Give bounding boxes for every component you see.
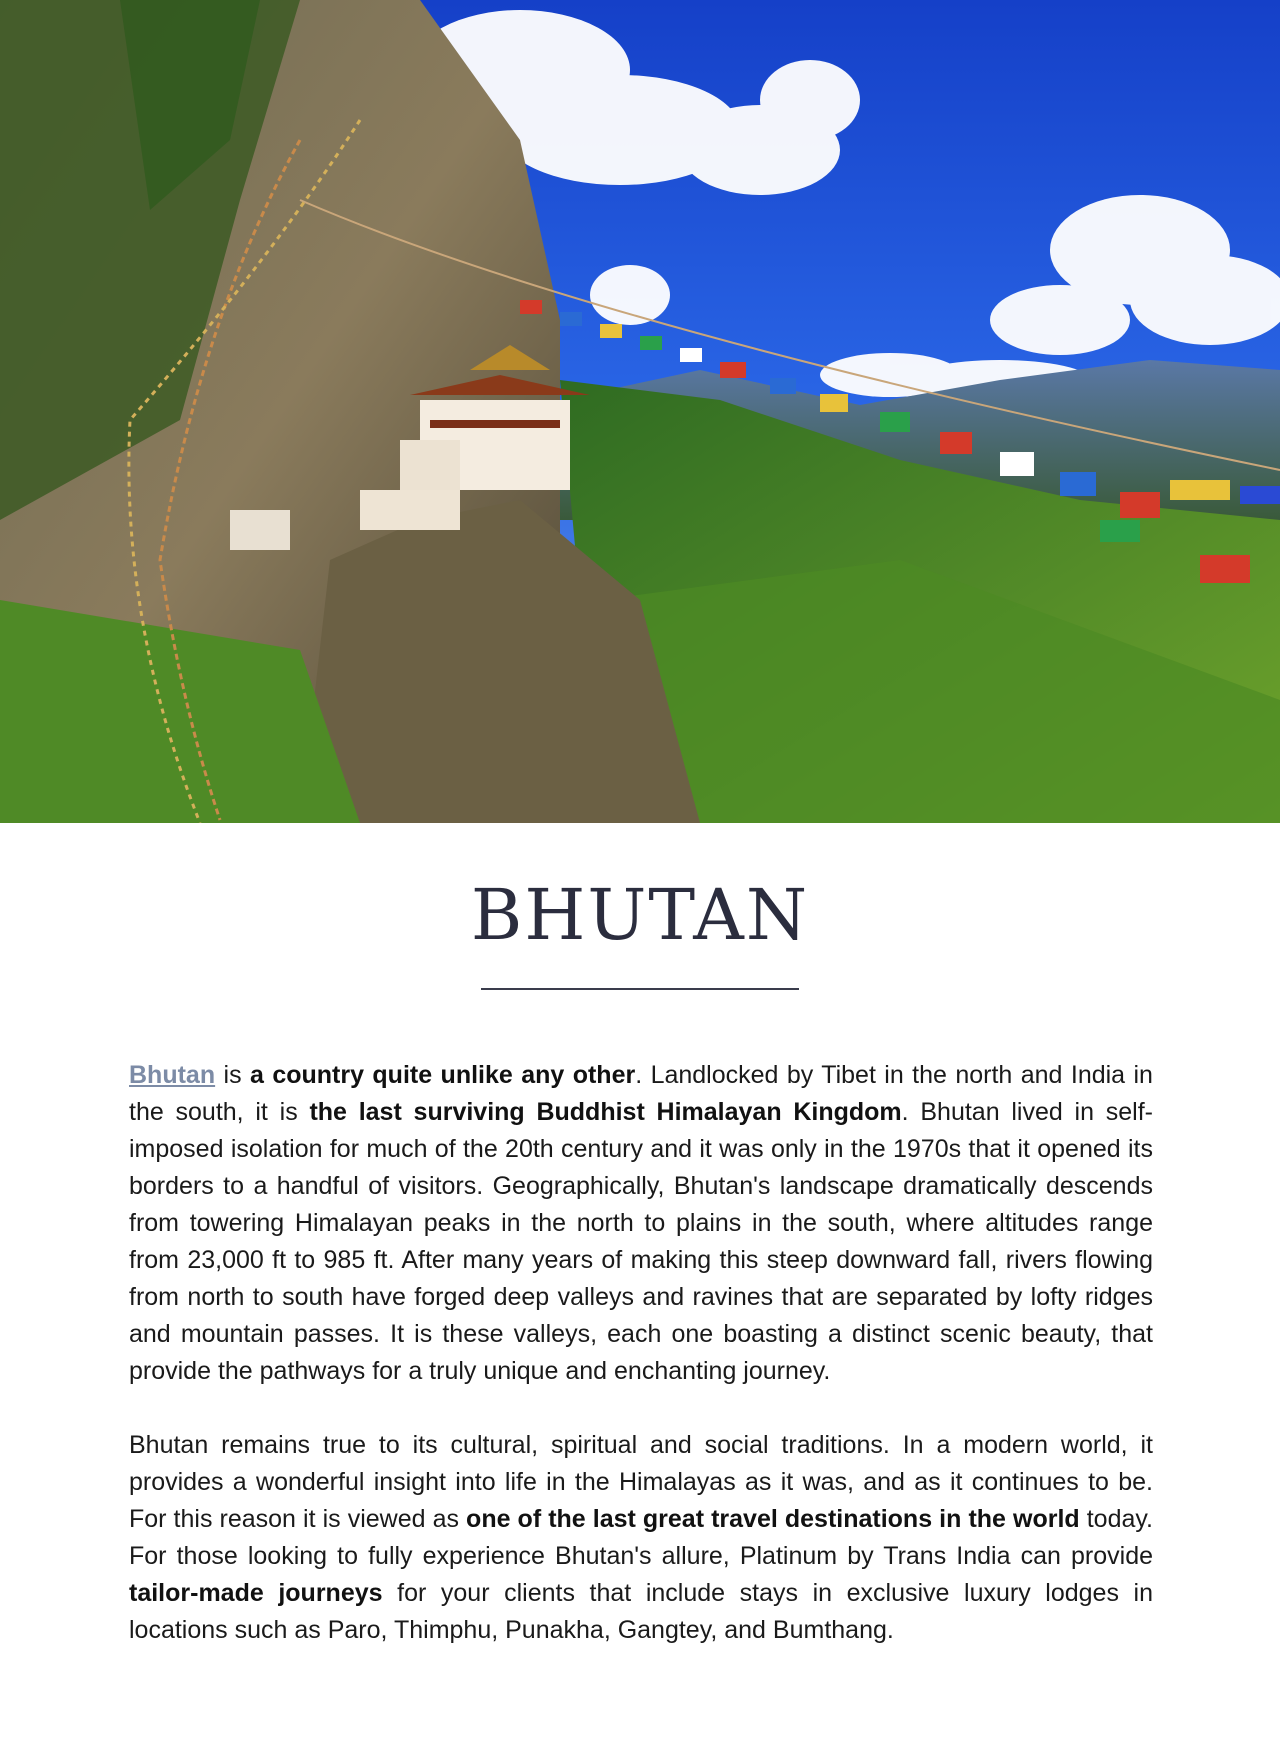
title-block <box>0 874 1280 956</box>
bold-span: one of the last great travel destinations in the world <box>466 1505 1080 1533</box>
article-body <box>129 1057 1153 1686</box>
bhutan-link[interactable]: Bhutan <box>129 1061 216 1089</box>
bold-span: the last surviving Buddhist Himalayan Kingdom <box>309 1098 902 1126</box>
page-title: BHUTAN <box>470 874 810 956</box>
hero-illustration <box>0 0 1280 823</box>
text-span: is <box>215 1061 250 1089</box>
text-span: . Bhutan lived in self-imposed isolation for much of the 20th century and it was only in the 1970s that it opened its borders to a handful of visitors. Geographically, Bhutan's landscape dramatically descends from towering Himalayan peaks in the north to plains in the south, where altitudes range from 23,000 ft to 985 ft. After many years of making this steep downward fall, rivers flowing from north to south have forged deep valleys and ravines that are separated by lofty ridges and mountain passes. It is these valleys, each one boasting a distinct scenic beauty, that provide the pathways for a truly unique and enchanting journey. <box>129 1098 1153 1385</box>
paragraph-intro <box>129 1057 1153 1390</box>
bold-span: tailor-made journeys <box>129 1579 383 1607</box>
paragraph-traditions <box>129 1427 1153 1649</box>
text-span: . Landlocked by Tibet in the north and India in the south, it is <box>129 1061 1153 1126</box>
bold-span: a country quite unlike any other <box>250 1061 636 1089</box>
hero-image <box>0 0 1280 823</box>
title-divider <box>481 988 799 990</box>
text-span: today. For those looking to fully experience Bhutan's allure, Platinum by Trans India can provide <box>129 1505 1153 1570</box>
text-span: Bhutan remains true to its cultural, spiritual and social traditions. In a modern world, it provides a wonderful insight into life in the Himalayas as it was, and as it continues to be. For this reason it is viewed as <box>129 1431 1153 1533</box>
text-span: for your clients that include stays in exclusive luxury lodges in locations such as Paro, Thimphu, Punakha, Gangtey, and Bumthang. <box>129 1579 1153 1644</box>
